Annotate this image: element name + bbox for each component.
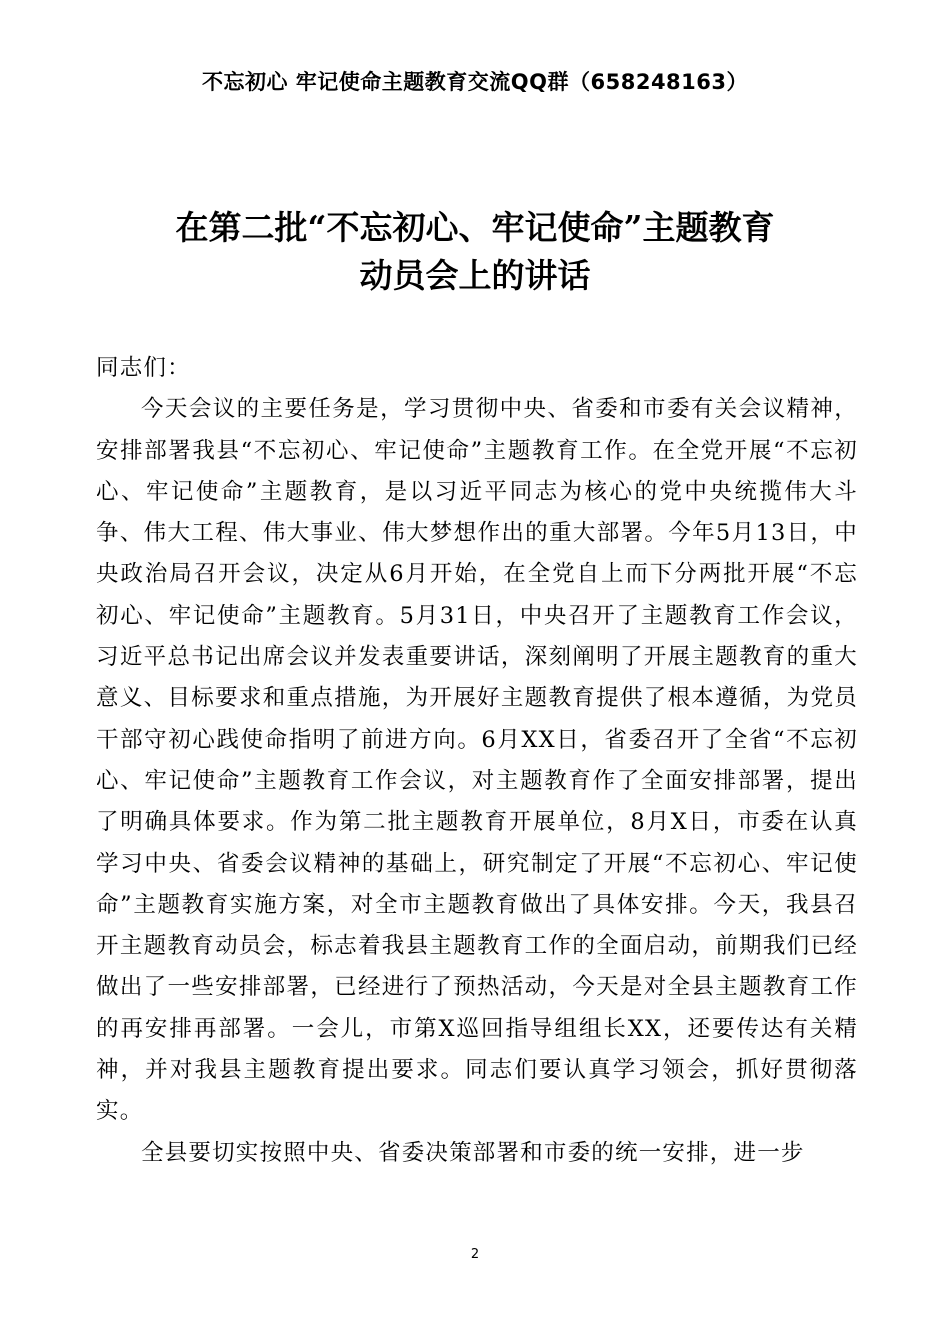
document-title [0, 204, 950, 300]
title-line-1: 在第二批“不忘初心、牢记使命”主题教育 [175, 208, 775, 247]
title-line-2: 动员会上的讲话 [359, 256, 591, 295]
document-body [96, 348, 858, 1174]
paragraph: 今天会议的主要任务是，学习贯彻中央、省委和市委有关会议精神，安排部署我县“不忘初心、牢记使命”主题教育工作。在全党开展“不忘初心、牢记使命”主题教育，是以习近平同志为核心的党中央统揽伟大斗争、伟大工程、伟大事业、伟大梦想作出的重大部署。今年5月13日，中央政治局召开会议，决定从6月开始，在全党自上而下分两批开展“不忘初心、牢记使命”主题教育。5月31日，中央召开了主题教育工作会议，习近平总书记出席会议并发表重要讲话，深刻阐明了开展主题教育的重大意义、目标要求和重点措施，为开展好主题教育提供了根本遵循，为党员干部守初心践使命指明了前进方向。6月XX日，省委召开了全省“不忘初心、牢记使命”主题教育工作会议，对主题教育作了全面安排部署，提出了明确具体要求。作为第二批主题教育开展单位，8月X日，市委在认真学习中央、省委会议精神的基础上，研究制定了开展“不忘初心、牢记使命”主题教育实施方案，对全市主题教育做出了具体安排。今天，我县召开主题教育动员会，标志着我县主题教育工作的全面启动，前期我们已经做出了一些安排部署，已经进行了预热活动，今天是对全县主题教育工作的再安排再部署。一会儿，市第X巡回指导组组长XX，还要传达有关精神，并对我县主题教育提出要求。同志们要认真学习领会，抓好贯彻落实。 [96, 396, 858, 1125]
header-banner: 不忘初心 牢记使命主题教育交流QQ群（658248163） [201, 70, 749, 94]
page-number: 2 [470, 1247, 480, 1262]
paragraph: 全县要切实按照中央、省委决策部署和市委的统一安排，进一步 [141, 1139, 805, 1166]
salutation: 同志们： [96, 355, 191, 381]
